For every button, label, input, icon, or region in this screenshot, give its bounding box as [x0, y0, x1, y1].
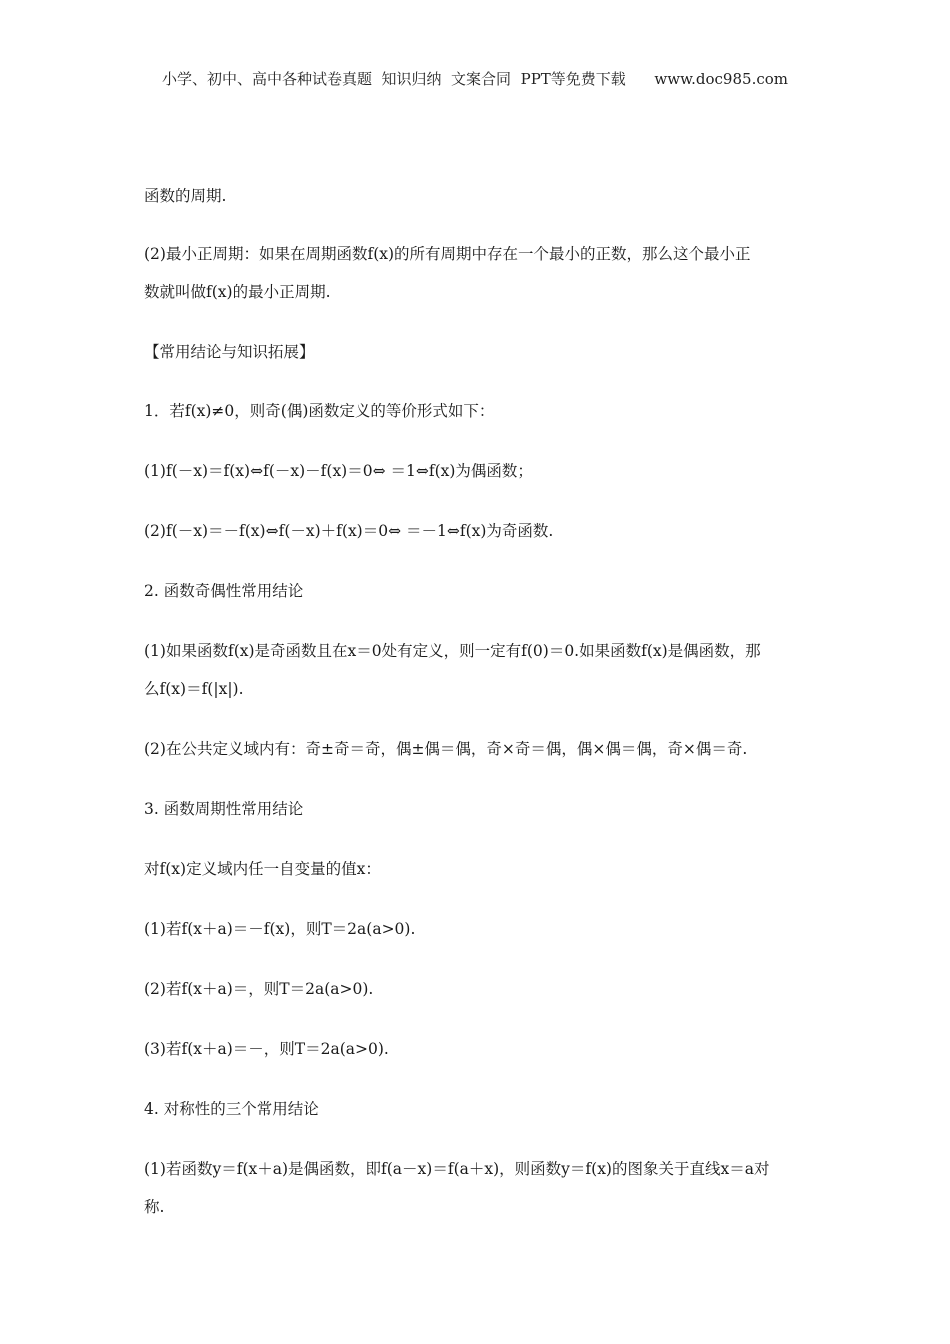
text-line: (2)最小正周期：如果在周期函数f(x)的所有周期中存在一个最小的正数，那么这个最小正	[144, 245, 751, 263]
section-heading: 3. 函数周期性常用结论	[144, 800, 304, 818]
text-line: 称.	[144, 1198, 165, 1216]
text-line: 1．若f(x)≠0，则奇(偶)函数定义的等价形式如下：	[144, 402, 495, 420]
text-line: 对f(x)定义域内任一自变量的值x：	[144, 860, 381, 878]
text-line: (1)如果函数f(x)是奇函数且在x＝0处有定义，则一定有f(0)＝0.如果函数f(x)是偶函数，那	[144, 642, 761, 660]
text-line: 函数的周期.	[144, 187, 227, 205]
text-line: 么f(x)＝f(|x|).	[144, 680, 244, 698]
formula-line: (3)若f(x＋a)＝－，则T＝2a(a>0).	[144, 1040, 389, 1058]
section-heading: 2. 函数奇偶性常用结论	[144, 582, 304, 600]
page-header: 小学、初中、高中各种试卷真题 知识归纳 文案合同 PPT等免费下载 www.doc985.com	[161, 70, 788, 88]
formula-line: (1)若f(x＋a)＝－f(x)，则T＝2a(a>0).	[144, 920, 416, 938]
section-heading: 【常用结论与知识拓展】	[144, 343, 315, 361]
text-line: 数就叫做f(x)的最小正周期.	[144, 283, 331, 301]
formula-line: (2)f(－x)＝－f(x)⇔f(－x)＋f(x)＝0⇔ ＝－1⇔f(x)为奇函数.	[144, 522, 554, 540]
section-heading: 4. 对称性的三个常用结论	[144, 1100, 319, 1118]
text-line: (2)在公共定义域内有：奇±奇＝奇，偶±偶＝偶，奇×奇＝偶，偶×偶＝偶，奇×偶＝奇.	[144, 740, 748, 758]
formula-line: (1)f(－x)＝f(x)⇔f(－x)－f(x)＝0⇔ ＝1⇔f(x)为偶函数；	[144, 462, 533, 480]
text-line: (1)若函数y＝f(x＋a)是偶函数，即f(a－x)＝f(a＋x)，则函数y＝f(x)的图象关于直线x＝a对	[144, 1160, 770, 1178]
formula-line: (2)若f(x＋a)＝，则T＝2a(a>0).	[144, 980, 374, 998]
